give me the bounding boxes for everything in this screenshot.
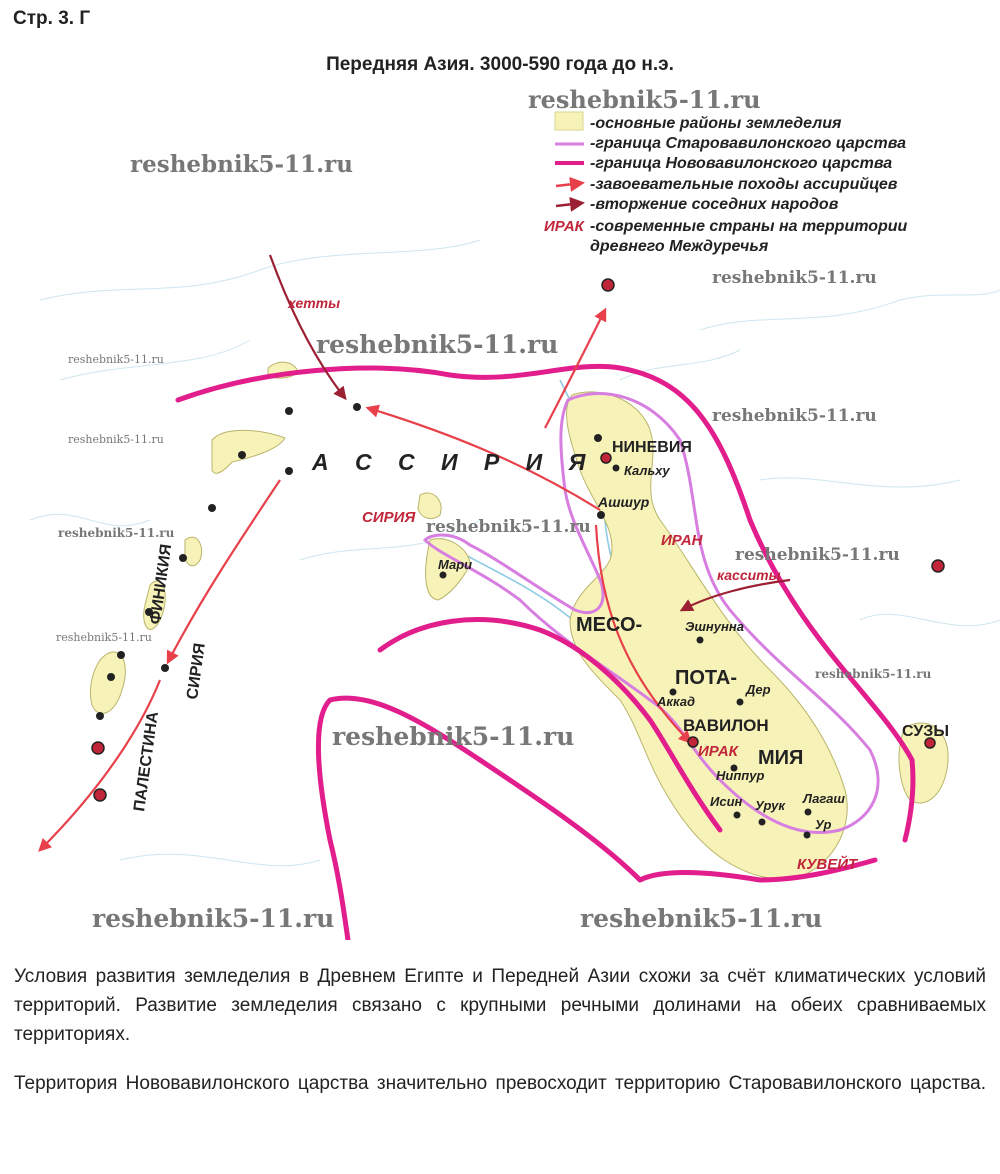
watermark: reshebnik5-11.ru — [712, 406, 877, 426]
city-uruk: Урук — [755, 798, 785, 813]
country-iraq: ИРАК — [698, 743, 738, 760]
region-assyria: А С С И Р И Я — [312, 449, 596, 475]
paragraph-territory: Территория Нововавилонского царства значительно превосходит территорию Старовавилонского царства. — [14, 1073, 986, 1094]
people-hittites: хетты — [288, 295, 341, 311]
legend-assyrian-label: -завоевательные походы ассирийцев — [590, 176, 898, 193]
legend-old-border-label: -граница Старовавилонского царства — [590, 135, 907, 152]
legend-invasion-label: -вторжение соседних народов — [590, 196, 839, 213]
page-header: Стр. 3. Г — [13, 8, 91, 29]
region-meso-2: ПОТА- — [675, 667, 737, 689]
people-kassites: касситы — [717, 567, 781, 583]
city-ashur: Ашшур — [598, 494, 650, 510]
city-isin: Исин — [710, 794, 743, 809]
legend-farmland-label: -основные районы земледелия — [590, 115, 842, 132]
legend — [544, 112, 908, 255]
watermark: reshebnik5-11.ru — [68, 433, 164, 446]
watermark: reshebnik5-11.ru — [426, 517, 591, 537]
watermark: reshebnik5-11.ru — [92, 904, 335, 933]
country-syria: СИРИЯ — [362, 509, 416, 526]
legend-invasion-arrow — [556, 203, 582, 206]
watermark: reshebnik5-11.ru — [712, 268, 877, 288]
watermark: reshebnik5-11.ru — [815, 667, 932, 681]
watermark: reshebnik5-11.ru — [528, 85, 761, 114]
country-iran: ИРАН — [661, 532, 703, 549]
watermark: reshebnik5-11.ru — [130, 151, 353, 178]
legend-modern-country-symbol: ИРАК — [544, 218, 584, 235]
region-meso-3: МИЯ — [758, 747, 804, 769]
city-lagash: Лагаш — [803, 791, 845, 806]
country-kuwait: КУВЕЙТ — [797, 856, 858, 873]
legend-modern-country-label: -современные страны на территории — [590, 218, 908, 235]
city-babylon: ВАВИЛОН — [683, 716, 769, 735]
watermark: reshebnik5-11.ru — [735, 545, 900, 565]
region-meso-1: МЕСО- — [576, 614, 643, 636]
city-akkad: Аккад — [657, 694, 695, 709]
watermark: reshebnik5-11.ru — [580, 904, 823, 933]
map-title: Передняя Азия. 3000-590 года до н.э. — [326, 54, 674, 75]
city-eshnunna: Эшнунна — [685, 619, 744, 634]
city-ur: Ур — [815, 817, 832, 832]
city-nippur: Ниппур — [716, 768, 765, 783]
paragraph-agriculture: Условия развития земледелия в Древнем Египте и Передней Азии схожи за счёт климатических условий территорий. Развитие земледелия связано с крупными речными долинами на обеих сравниваемых территориях. — [14, 966, 986, 1045]
region-syria: СИРИЯ — [184, 642, 209, 701]
city-mari: Мари — [438, 557, 473, 572]
watermark: reshebnik5-11.ru — [332, 722, 575, 751]
legend-modern-country-label-2: древнего Междуречья — [590, 238, 769, 255]
city-kalhu: Кальху — [624, 463, 670, 478]
watermark: reshebnik5-11.ru — [316, 330, 559, 359]
historical-map — [0, 80, 1000, 940]
legend-assyrian-arrow — [556, 183, 582, 186]
legend-new-border-label: -граница Нововавилонского царства — [590, 155, 893, 172]
city-susa: СУЗЫ — [902, 723, 949, 740]
city-nineveh: НИНЕВИЯ — [612, 439, 692, 456]
watermark: reshebnik5-11.ru — [56, 631, 152, 644]
city-der: Дер — [746, 682, 771, 697]
watermark: reshebnik5-11.ru — [58, 526, 175, 540]
region-palestine: ПАЛЕСТИНА — [131, 710, 162, 813]
legend-farmland-swatch — [555, 112, 583, 130]
region-phoenicia: ФИНИКИЯ — [147, 542, 176, 626]
watermark: reshebnik5-11.ru — [68, 353, 164, 366]
